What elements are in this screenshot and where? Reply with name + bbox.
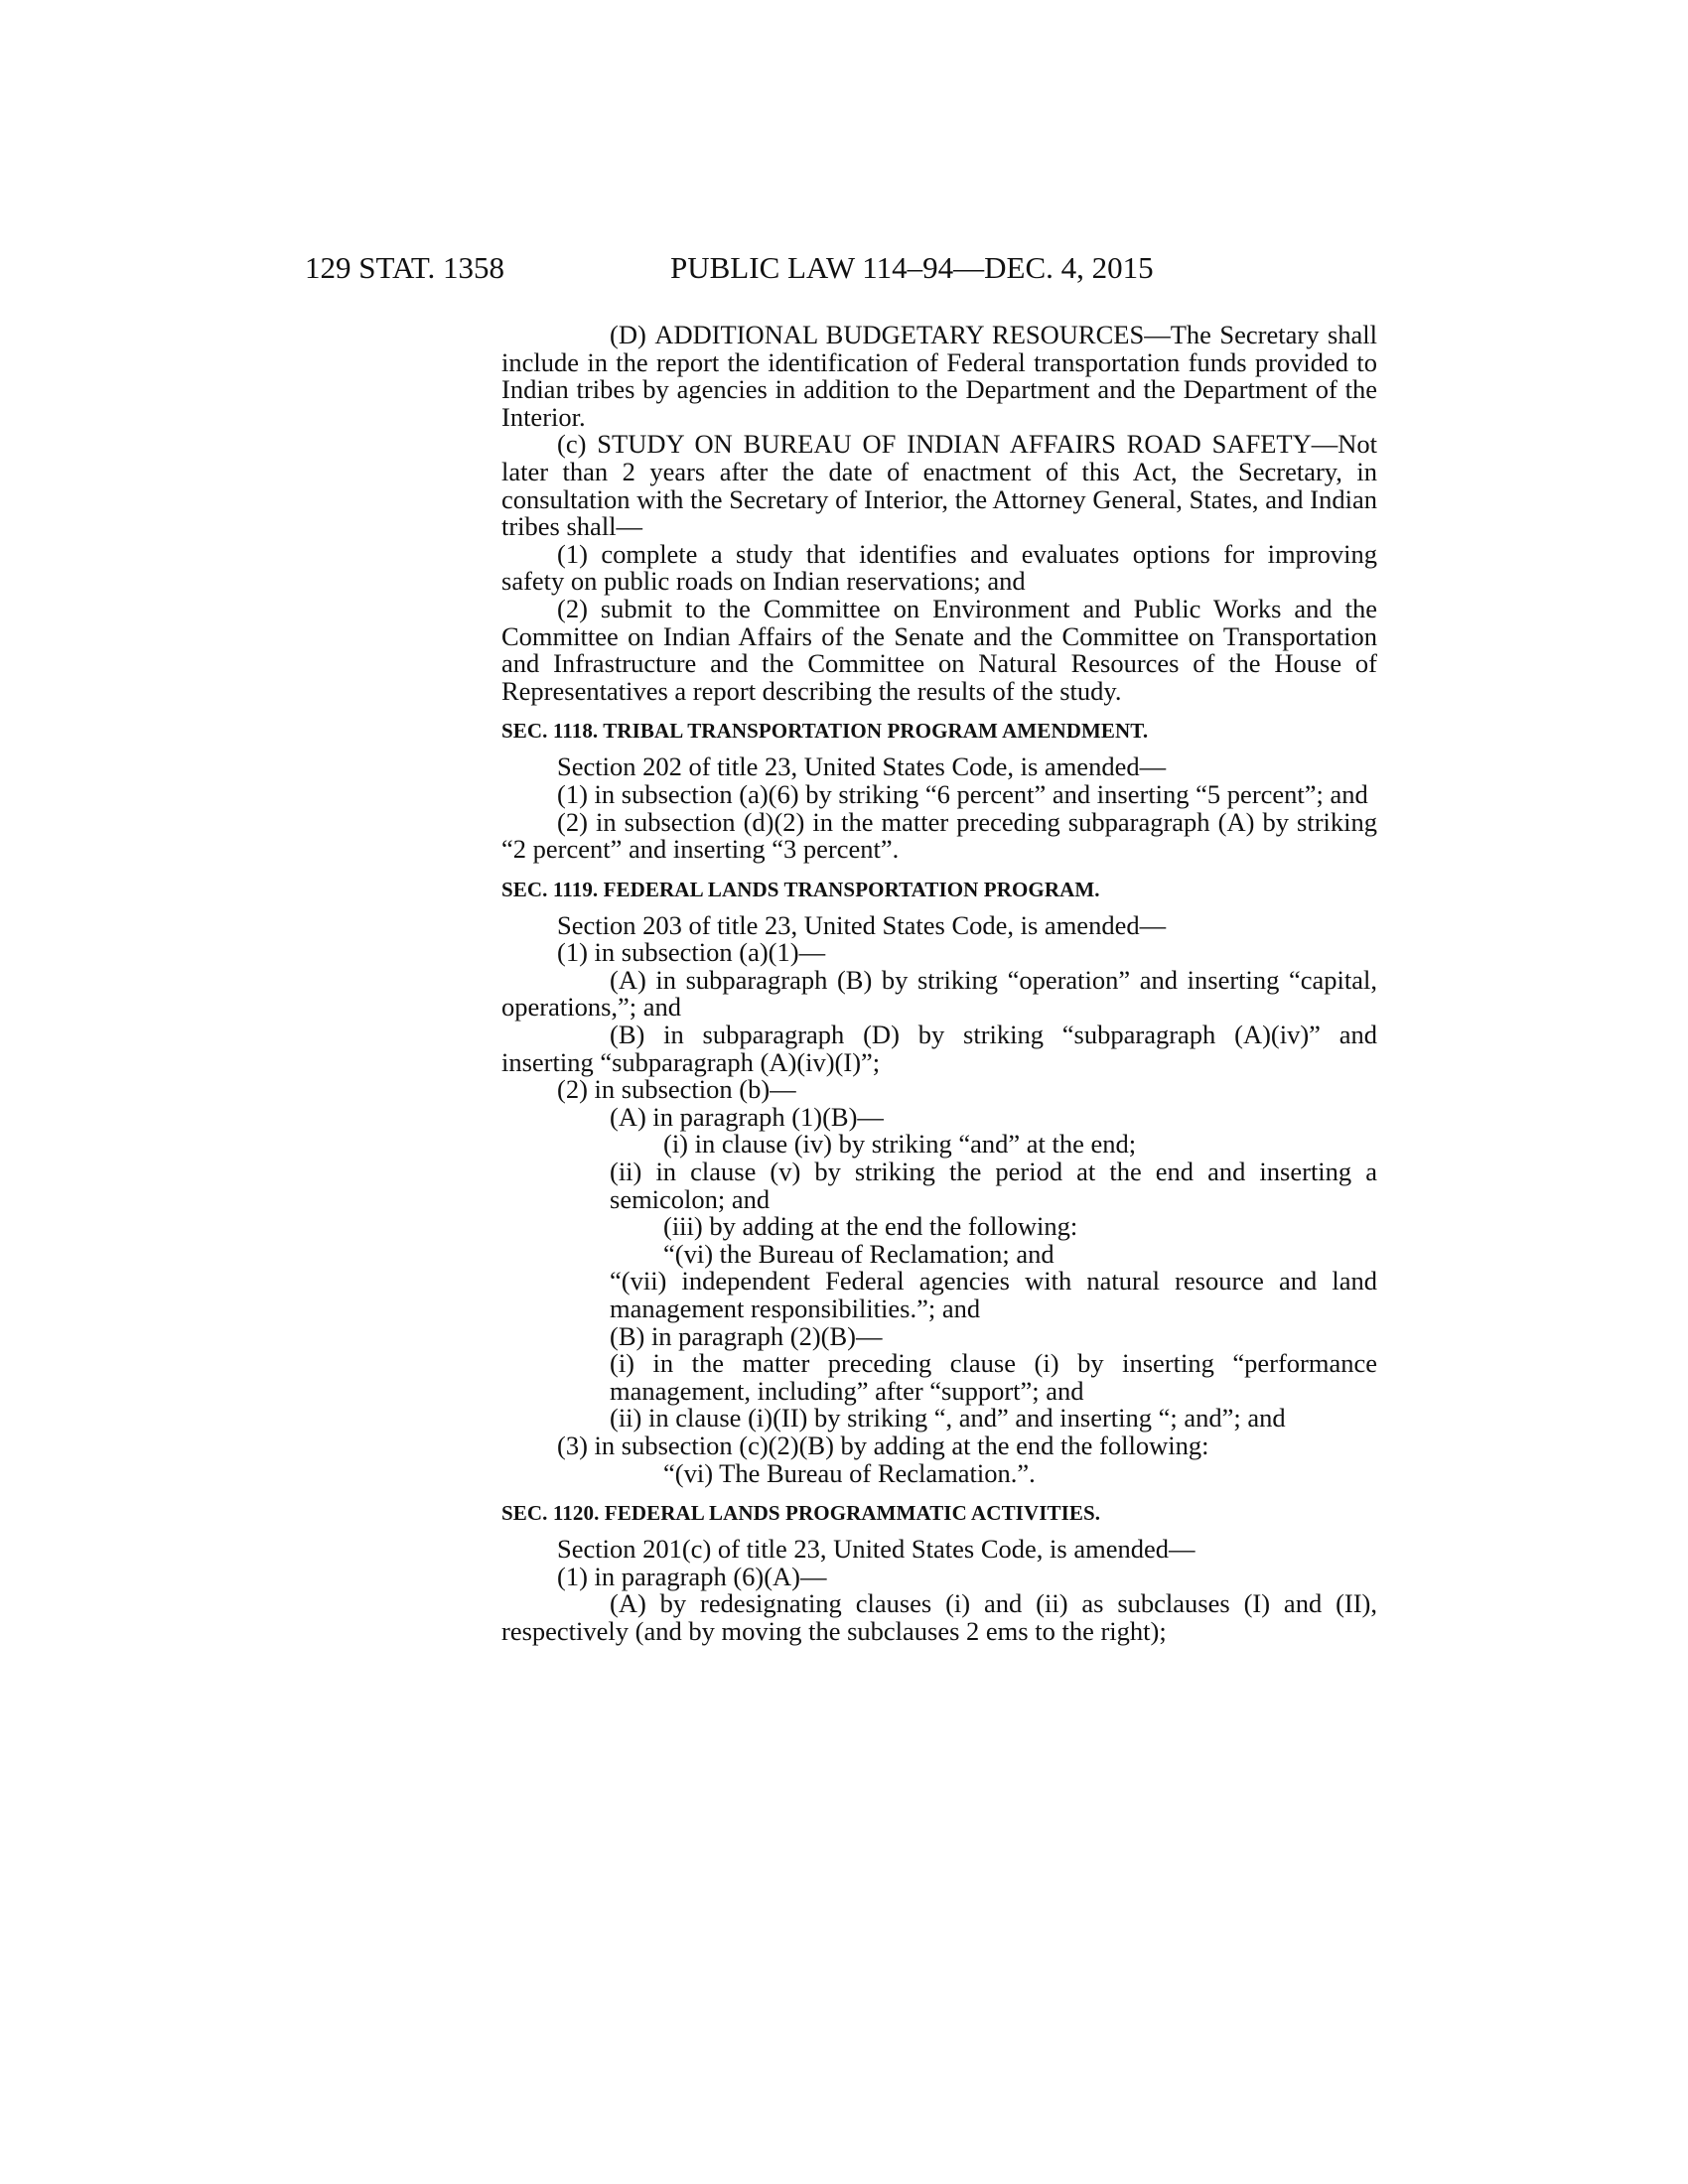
subsection-c-study — [501, 431, 1377, 540]
section-1119-clause-2b-i: (i) in the matter preceding clause (i) by inserting “performance management, including” after “support”; and — [610, 1348, 1377, 1406]
section-1119-quoted-clause-vi: “(vi) the Bureau of Reclamation; and — [663, 1238, 1055, 1269]
section-1118-paragraph-2: (2) in subsection (d)(2) in the matter preceding subparagraph (A) by striking “2 percent” and inserting “3 percent”. — [501, 806, 1377, 865]
paragraph-d-text: —The Secretary shall include in the report the identification of Federal transportation funds provided to Indian tribes by agencies in addition to the Department and the Department of the Interior. — [501, 320, 1377, 432]
section-1119-heading: SEC. 1119. FEDERAL LANDS TRANSPORTATION PROGRAM. — [501, 877, 1100, 901]
section-1119-intro: Section 203 of title 23, United States Code, is amended— — [557, 909, 1167, 940]
subsection-c-paragraph-2: (2) submit to the Committee on Environment and Public Works and the Committee on Indian Affairs of the Senate and the Committee on Transportation and Infrastructure and the Committee on Natural Resources of the House of Representatives a report describing the results of the study. — [501, 593, 1377, 706]
section-1119-subparagraph-1a: (A) in subparagraph (B) by striking “operation” and inserting “capital, operations,”; and — [501, 964, 1377, 1023]
public-law-running-head: PUBLIC LAW 114–94—DEC. 4, 2015 — [670, 250, 1154, 285]
section-1119-clause-2a-ii: (ii) in clause (v) by striking the period at the end and inserting a semicolon; and — [610, 1157, 1377, 1214]
section-1118-intro: Section 202 of title 23, United States Code, is amended— — [557, 751, 1167, 782]
section-1119-subparagraph-2b: (B) in paragraph (2)(B)— — [610, 1320, 883, 1351]
section-1118-heading: SEC. 1118. TRIBAL TRANSPORTATION PROGRAM AMENDMENT. — [501, 719, 1149, 744]
section-1119-quoted-clause-vii: “(vii) independent Federal agencies with natural resource and land management responsibilities.”; and — [610, 1266, 1377, 1323]
section-1119-clause-2a-i: (i) in clause (iv) by striking “and” at the end; — [663, 1129, 1137, 1160]
section-1119-paragraph-3: (3) in subsection (c)(2)(B) by adding at the end the following: — [557, 1430, 1209, 1460]
section-1119-quoted-clause-3-vi: “(vi) The Bureau of Reclamation.”. — [663, 1457, 1036, 1488]
subsection-c-label: (c) — [557, 429, 587, 460]
section-1120-intro: Section 201(c) of title 23, United States Code, is amended— — [557, 1534, 1196, 1565]
page-header — [305, 248, 1298, 288]
section-1118-paragraph-1: (1) in subsection (a)(6) by striking “6 percent” and inserting “5 percent”; and — [557, 778, 1368, 809]
subsection-c-text: —Not later than 2 years after the date of enactment of this Act, the Secretary, in consultation with the Secretary of Interior, the Attorney General, States, and Indian tribes shall— — [501, 429, 1378, 542]
section-1120-paragraph-1: (1) in paragraph (6)(A)— — [557, 1561, 827, 1591]
section-1119-subparagraph-2a: (A) in paragraph (1)(B)— — [610, 1101, 884, 1132]
section-1119-paragraph-2: (2) in subsection (b)— — [557, 1074, 796, 1105]
section-1120-subparagraph-1a: (A) by redesignating clauses (i) and (ii) as subclauses (I) and (II), respectively (and by moving the subclauses 2 ems to the right); — [501, 1588, 1377, 1646]
paragraph-d-additional-budgetary-resources — [501, 322, 1377, 431]
paragraph-d-label: (D) — [610, 320, 646, 349]
paragraph-d-heading: ADDITIONAL BUDGETARY RESOURCES — [654, 320, 1145, 349]
subsection-c-heading: STUDY ON BUREAU OF INDIAN AFFAIRS ROAD SAFETY — [597, 429, 1312, 460]
section-1119-subparagraph-1b: (B) in subparagraph (D) by striking “subparagraph (A)(iv)” and inserting “subparagraph (A)(iv)(I)”; — [501, 1020, 1377, 1077]
section-1119-paragraph-1: (1) in subsection (a)(1)— — [557, 937, 826, 968]
section-1119-clause-2b-ii: (ii) in clause (i)(II) by striking “, and” and inserting “; and”; and — [610, 1403, 1286, 1433]
document-body — [501, 322, 1377, 1646]
subsection-c-paragraph-1: (1) complete a study that identifies and evaluates options for improving safety on public roads on Indian reservations; and — [501, 538, 1377, 597]
stat-page-number: 129 STAT. 1358 — [305, 250, 505, 285]
section-1119-clause-2a-iii: (iii) by adding at the end the following: — [663, 1211, 1078, 1242]
section-1120-heading: SEC. 1120. FEDERAL LANDS PROGRAMMATIC ACTIVITIES. — [501, 1501, 1101, 1526]
